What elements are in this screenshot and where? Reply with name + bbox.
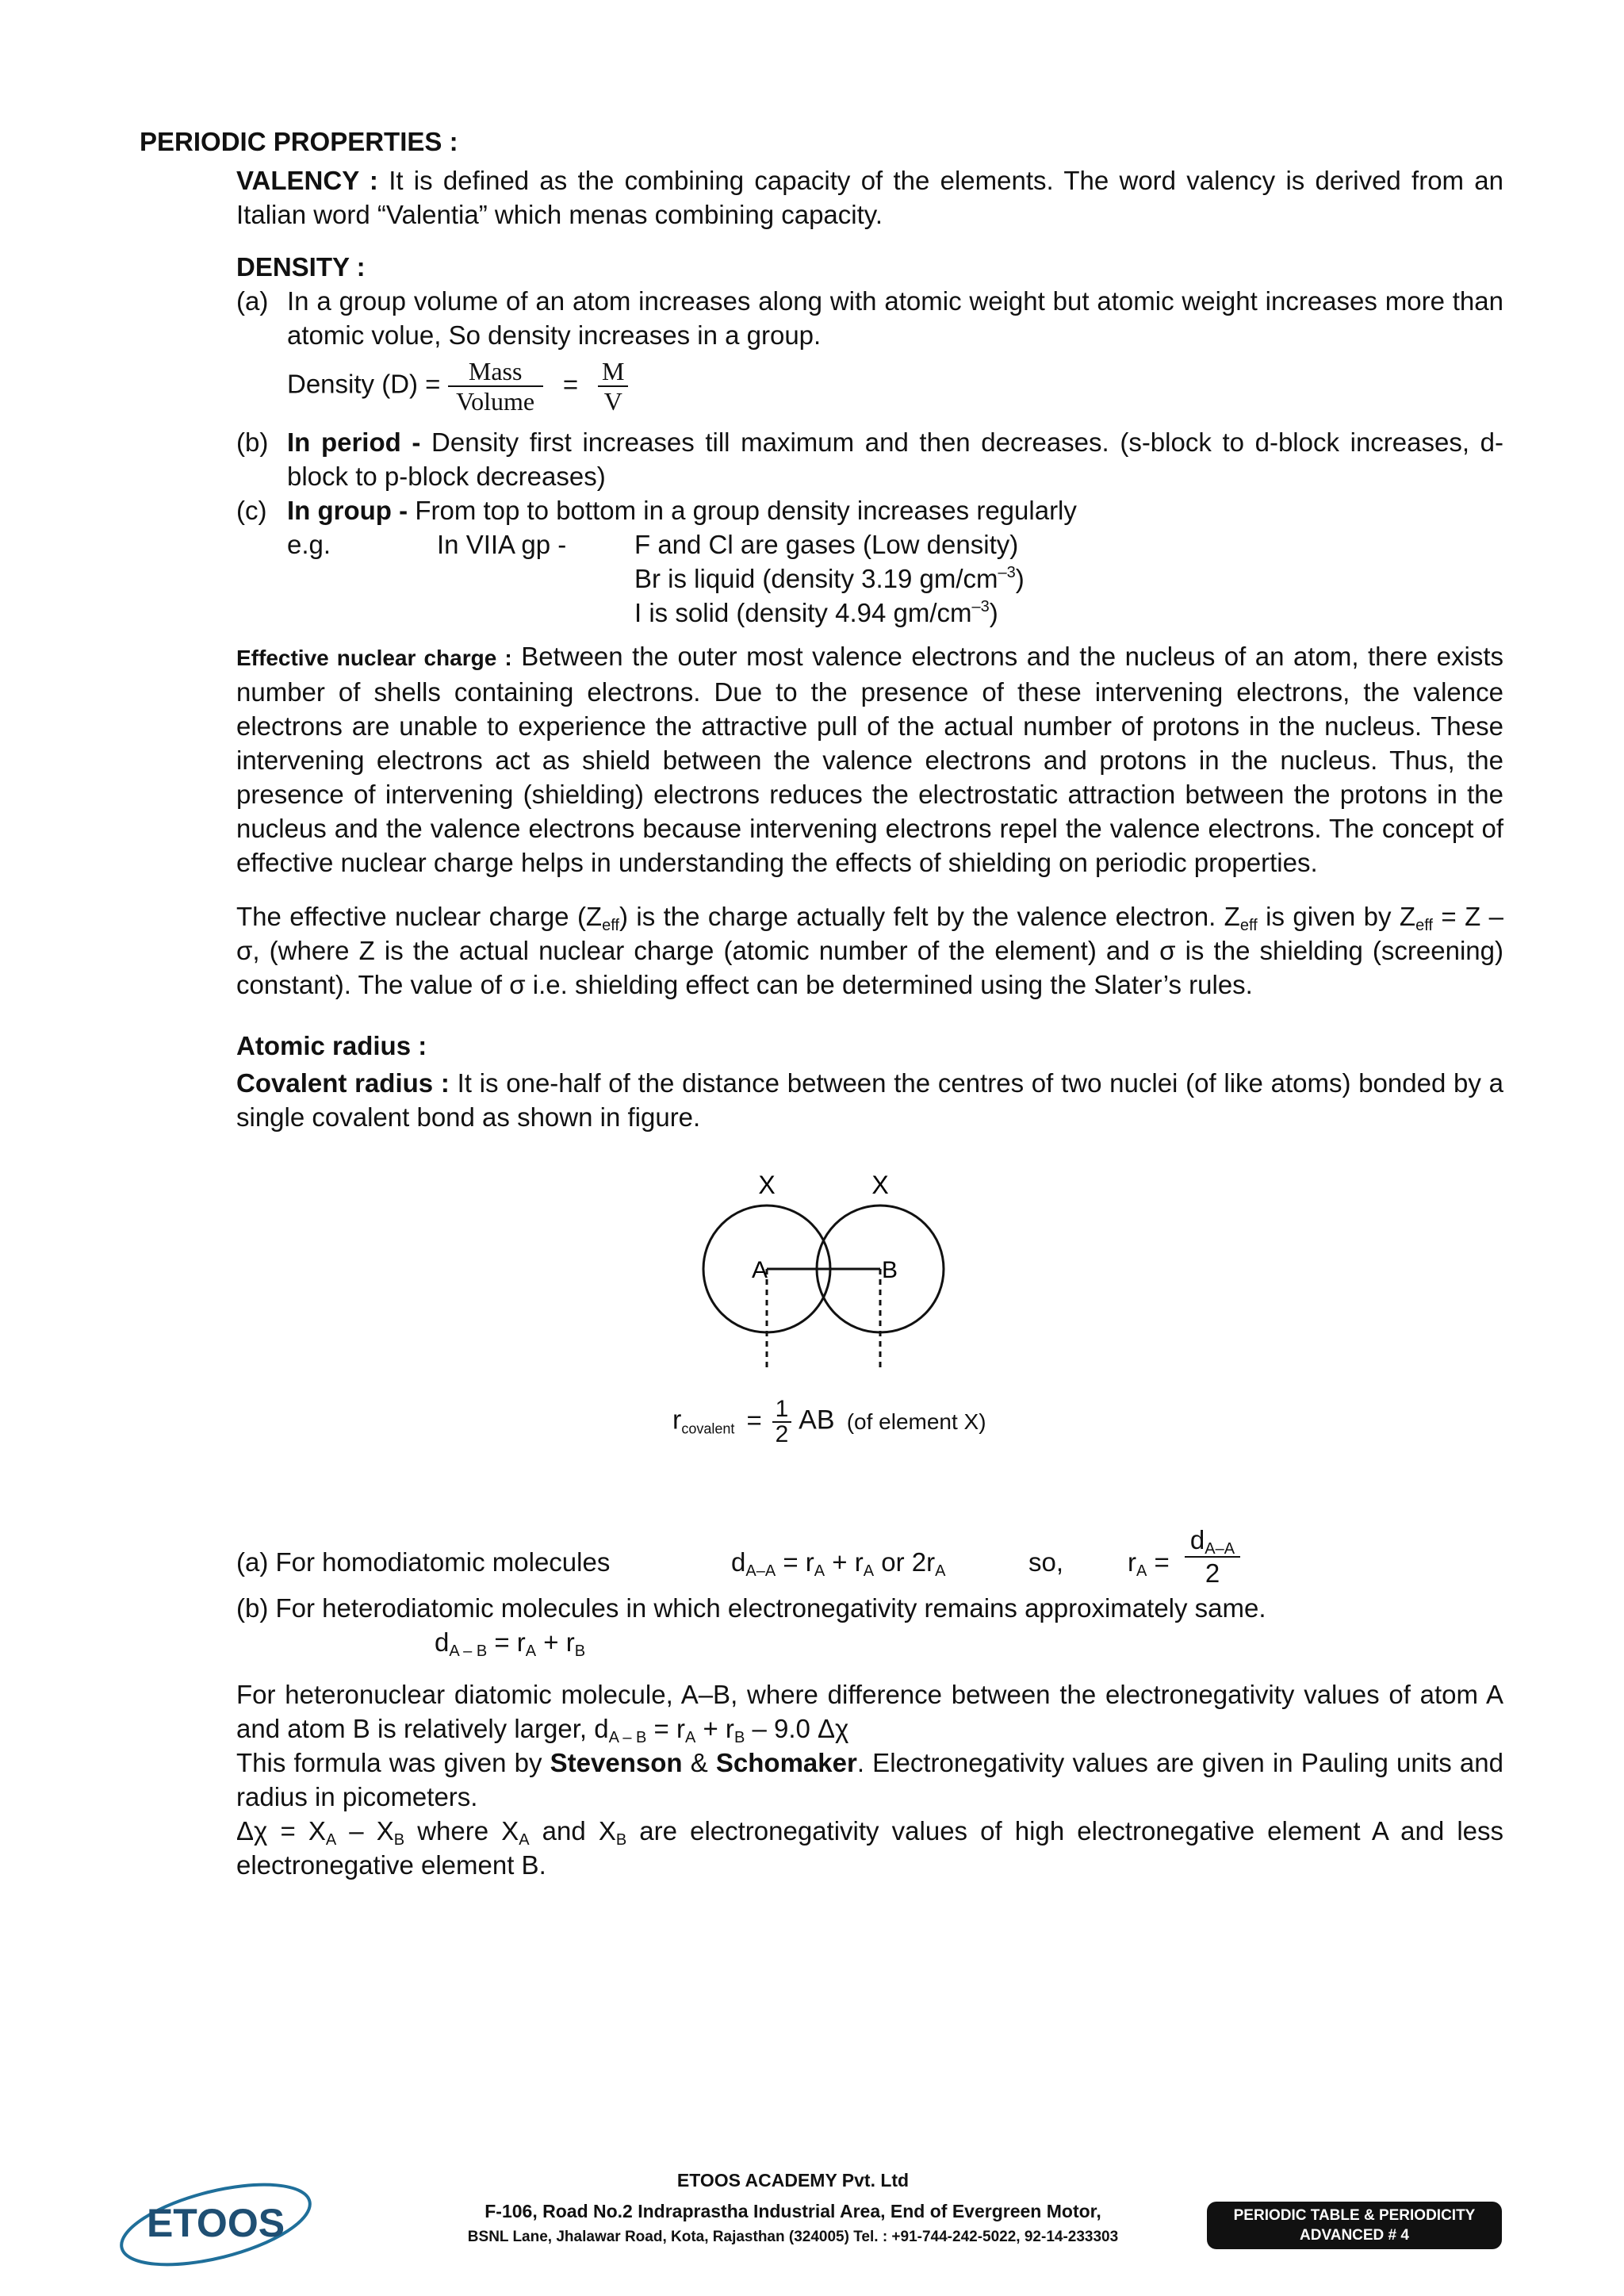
daa-numerator [1185,1524,1240,1558]
iodine-density-text: I is solid (density 4.94 gm/cm [634,598,972,627]
footer-company: ETOOS ACADEMY Pvt. Ltd [676,2170,910,2191]
valency-text: It is defined as the combining capacity of the elements. The word valency is derived from an Italian word “Valentia” which menas combining capacity. [236,166,1504,229]
ra-equals: = [1147,1547,1170,1577]
schomaker-name: Schomaker [715,1748,857,1777]
fraction-numerator-m: M [598,357,628,387]
in-period-label: In period - [287,427,421,457]
delta-chi-text-d: and X [529,1816,616,1846]
density-formula [287,357,628,416]
in-group-label: In group - [287,496,408,525]
etoos-logo [113,2173,327,2272]
zeff-text-c: is given by Z [1257,902,1416,931]
enc-zeff-paragraph [236,899,1503,1002]
bromine-density-text: Br is liquid (density 3.19 gm/cm [634,564,998,593]
dab-eq-r: = r [487,1627,526,1657]
heteronuclear-text-a: For heteronuclear diatomic molecule, A–B, where difference between the electronegativity values of atom A and atom B is relatively larger, d [236,1680,1503,1743]
badge-title: PERIODIC TABLE & PERIODICITY [1233,2207,1476,2224]
dab-d: d [435,1627,450,1657]
footer-address-1: F-106, Road No.2 Indraprastha Industrial Area, End of Evergreen Motor, [485,2201,1101,2221]
r-sub-a-3: A [935,1562,946,1580]
eg-label: e.g. [287,530,331,559]
zeff-sub-3: eff [1415,917,1433,934]
heteronuclear-text-d: – 9.0 Δχ [745,1714,849,1743]
formula-equals: = [562,369,579,399]
mass-volume-fraction [448,357,543,416]
r-sub-a-2: A [863,1562,875,1580]
heteronuclear-sub-b: B [733,1729,745,1746]
nucleus-label-a: A [752,1257,768,1283]
iodine-close-paren: ) [989,598,998,627]
homodiatomic-formula [731,1545,945,1579]
density-c-text [287,493,1077,527]
d-sub-aa: A–A [745,1562,776,1580]
atom-label-x-left: X [758,1171,776,1199]
heterodiatomic-formula [435,1625,585,1659]
half-fraction [772,1397,791,1447]
delta-chi-paragraph [236,1814,1503,1882]
density-heading: DENSITY : [236,252,366,282]
xa-sub-1: A [325,1831,337,1849]
group-label: In VIIA gp - [437,530,567,559]
heteronuclear-sub-a: A [684,1729,696,1746]
dab-sub: A – B [449,1642,488,1660]
zeff-text-a: The effective nuclear charge (Z [236,902,603,931]
delta-chi-text-a: Δχ = X [236,1816,326,1846]
ra-sub: A [1136,1562,1147,1580]
halogen-line-2 [634,562,1025,596]
dab-sub-b: B [574,1642,586,1660]
half-numerator: 1 [772,1397,791,1423]
pauling-units-text: . Electronegativity values are given in Pauling units and radius in picometers. [236,1748,1503,1811]
daa-sub: A–A [1205,1540,1235,1558]
in-group-text: From top to bottom in a group density increases regularly [415,496,1077,525]
atom-label-x-right: X [871,1171,889,1199]
covalent-radius-formula [672,1397,986,1447]
density-b-marker: (b) [236,427,269,457]
of-element-note: (of element X) [846,1409,986,1434]
density-b-text [287,425,1503,493]
or-2r: or 2r [874,1547,936,1577]
covalent-radius-paragraph [236,1066,1503,1134]
fraction-denominator-volume: Volume [456,387,535,416]
homodiatomic-label: (a) For homodiatomic molecules [236,1547,611,1577]
m-v-fraction [598,357,628,416]
badge-page: ADVANCED # 4 [1300,2227,1409,2244]
bromine-close-paren: ) [1015,564,1025,593]
formula-credit-text: This formula was given by [236,1748,550,1777]
r-symbol: r [672,1405,682,1435]
xb-sub-1: B [393,1831,405,1849]
heteronuclear-sub-ab: A – B [608,1729,647,1746]
enc-paragraph [236,639,1503,880]
valency-label: VALENCY : [236,166,378,195]
density-c-marker: (c) [236,496,267,525]
heteronuclear-text-c: + r [695,1714,734,1743]
covalent-radius-diagram [682,1170,967,1416]
xa-sub-2: A [519,1831,530,1849]
enc-text: Between the outer most valence electrons and the nucleus of an atom, there exists number of shells containing electrons. Due to the presence of these intervening electrons, the valence electrons are unable to experience the attractive pull of the actual number of protons in the nucleus. These intervening electrons act as shield between the valence electrons and protons in the nucleus. Thus, the presence of intervening (shielding) electrons reduces the electrostatic attraction between the protons in the nucleus and the valence electrons because intervening electrons repel the valence electrons. The concept of effective nuclear charge helps in understanding the effects of shielding on periodic properties. [236,642,1504,877]
dab-plus-r: + r [536,1627,575,1657]
r-sub-a-1: A [814,1562,825,1580]
so-label: so, [1028,1547,1064,1577]
chapter-badge [1207,2202,1502,2249]
half-denominator: 2 [775,1421,789,1447]
zeff-sub-2: eff [1239,917,1258,934]
formula-lhs: Density (D) = [287,369,441,399]
heteronuclear-text-b: = r [646,1714,685,1743]
plus-r: + r [825,1547,864,1577]
bromine-exponent: –3 [998,564,1016,581]
d-symbol: d [731,1547,746,1577]
heterodiatomic-label: (b) For heterodiatomic molecules in which electronegativity remains approximately same. [236,1593,1266,1623]
xb-sub-2: B [615,1831,627,1849]
r-covalent-subscript: covalent [681,1420,735,1437]
daa-denominator: 2 [1205,1558,1220,1588]
eq-r: = r [776,1547,814,1577]
formula-equals-sign: = [746,1405,762,1435]
ra-symbol: r [1128,1547,1136,1577]
ra-formula [1128,1545,1170,1579]
density-a-marker: (a) [236,286,269,316]
halogen-line-3 [634,596,998,630]
ab-symbol: AB [799,1405,835,1435]
in-period-text: Density first increases till maximum and then decreases. (s-block to d-block increases, d-block to p-block decreases) [287,427,1503,491]
delta-chi-text-e: are electronegativity values of high electronegative element A and less electronegative element B. [236,1816,1504,1880]
delta-chi-text-b: – X [336,1816,394,1846]
iodine-exponent: –3 [971,598,990,615]
enc-label: Effective nuclear charge : [236,646,512,670]
density-a-text: In a group volume of an atom increases along with atomic weight but atomic weight increases more than atomic volue, So density increases in a group. [287,286,1503,350]
stevenson-name: Stevenson [550,1748,683,1777]
zeff-text-d: = Z – σ, (where Z is the actual nuclear charge (atomic number of the element) and σ is the shielding (screening) constant). The value of σ i.e. shielding effect can be determined using the Slater’s rules. [236,902,1503,999]
delta-chi-text-c: where X [404,1816,519,1846]
fraction-denominator-v: V [603,387,622,416]
stevenson-schomaker-paragraph [236,1746,1503,1814]
logo-wordmark: ETOOS [146,2201,285,2245]
covalent-radius-text: It is one-half of the distance between the centres of two nuclei (of like atoms) bonded by a single covalent bond as shown in figure. [236,1068,1503,1132]
valency-paragraph [236,163,1503,232]
covalent-radius-label: Covalent radius : [236,1068,450,1098]
atomic-radius-heading: Atomic radius : [236,1031,427,1060]
page-heading: PERIODIC PROPERTIES : [140,127,458,156]
dab-sub-a: A [525,1642,537,1660]
ampersand: & [682,1748,716,1777]
halogen-line-1: F and Cl are gases (Low density) [634,530,1019,559]
footer-address-2: BSNL Lane, Jhalawar Road, Kota, Rajasthan (324005) Tel. : +91-744-242-5022, 92-14-233303 [467,2229,1119,2245]
heteronuclear-paragraph [236,1677,1503,1746]
daa-over-2-fraction [1185,1524,1240,1589]
nucleus-label-b: B [882,1257,898,1283]
zeff-sub-1: eff [602,917,619,934]
daa-d: d [1189,1525,1205,1554]
zeff-text-b: ) is the charge actually felt by the valence electron. Z [619,902,1240,931]
fraction-numerator-mass: Mass [448,357,543,387]
